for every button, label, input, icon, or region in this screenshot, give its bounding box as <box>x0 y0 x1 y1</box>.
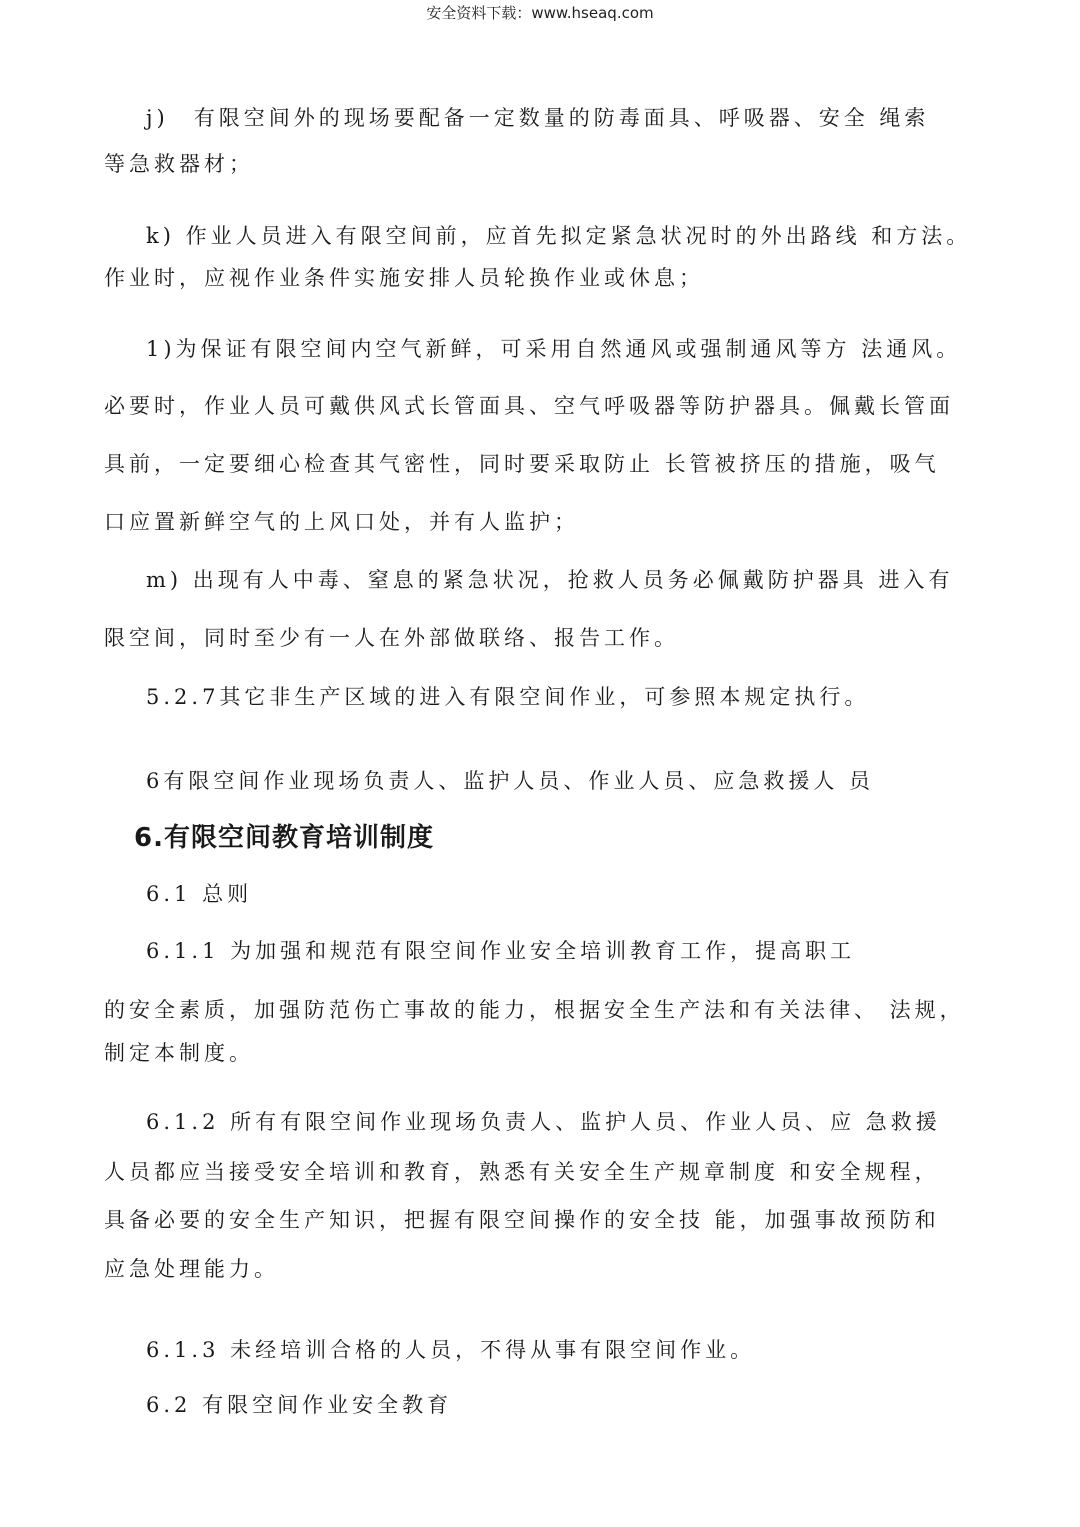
paragraph-k-line-1: k) 作业人员进入有限空间前，应首先拟定紧急状况时的外出路线 和方法。 <box>146 224 972 248</box>
paragraph-6-1-2-line-1: 6.1.2 所有有限空间作业现场负责人、监护人员、作业人员、应 急救援 <box>146 1110 941 1134</box>
paragraph-j-line-2: 等急救器材； <box>104 152 254 176</box>
paragraph-6-1-3: 6.1.3 未经培训合格的人员，不得从事有限空间作业。 <box>146 1338 756 1362</box>
paragraph-k-line-2: 作业时，应视作业条件实施安排人员轮换作业或休息； <box>104 266 704 290</box>
paragraph-6-1-2-line-4: 应急处理能力。 <box>104 1257 279 1281</box>
paragraph-5-2-7: 5.2.7其它非生产区域的进入有限空间作业，可参照本规定执行。 <box>146 685 870 709</box>
subheading-6-2: 6.2 有限空间作业安全教育 <box>146 1393 453 1417</box>
page-header-source: 安全资料下载：www.hseaq.com <box>426 4 654 22</box>
subheading-6-1: 6.1 总则 <box>146 882 253 906</box>
paragraph-l-line-2: 必要时，作业人员可戴供风式长管面具、空气呼吸器等防护器具。佩戴长管面 <box>104 394 954 418</box>
paragraph-j-line-1: j) 有限空间外的现场要配备一定数量的防毒面具、呼吸器、安全 绳索 <box>146 106 930 130</box>
paragraph-l-line-4: 口应置新鲜空气的上风口处，并有人监护； <box>104 510 579 534</box>
section-heading: 6.有限空间教育培训制度 <box>134 823 434 853</box>
paragraph-m-line-1: m) 出现有人中毒、窒息的紧急状况，抢救人员务必佩戴防护器具 进入有 <box>146 568 954 592</box>
paragraph-6-1-2-line-2: 人员都应当接受安全培训和教育，熟悉有关安全生产规章制度 和安全规程， <box>104 1160 940 1184</box>
paragraph-6-1-2-line-3: 具备必要的安全生产知识，把握有限空间操作的安全技 能，加强事故预防和 <box>104 1208 940 1232</box>
paragraph-m-line-2: 限空间，同时至少有一人在外部做联络、报告工作。 <box>104 626 679 650</box>
paragraph-l-line-3: 具前，一定要细心检查其气密性，同时要采取防止 长管被挤压的措施，吸气 <box>104 452 940 476</box>
paragraph-6-roles: 6有限空间作业现场负责人、监护人员、作业人员、应急救援人 员 <box>146 769 875 793</box>
paragraph-6-1-1-line-2: 的安全素质，加强防范伤亡事故的能力，根据安全生产法和有关法律、 法规， <box>104 998 965 1022</box>
paragraph-6-1-1-line-1: 6.1.1 为加强和规范有限空间作业安全培训教育工作，提高职工 <box>146 939 856 963</box>
paragraph-6-1-1-line-3: 制定本制度。 <box>104 1041 254 1065</box>
paragraph-l-line-1: 1)为保证有限空间内空气新鲜，可采用自然通风或强制通风等方 法通风。 <box>146 337 962 361</box>
